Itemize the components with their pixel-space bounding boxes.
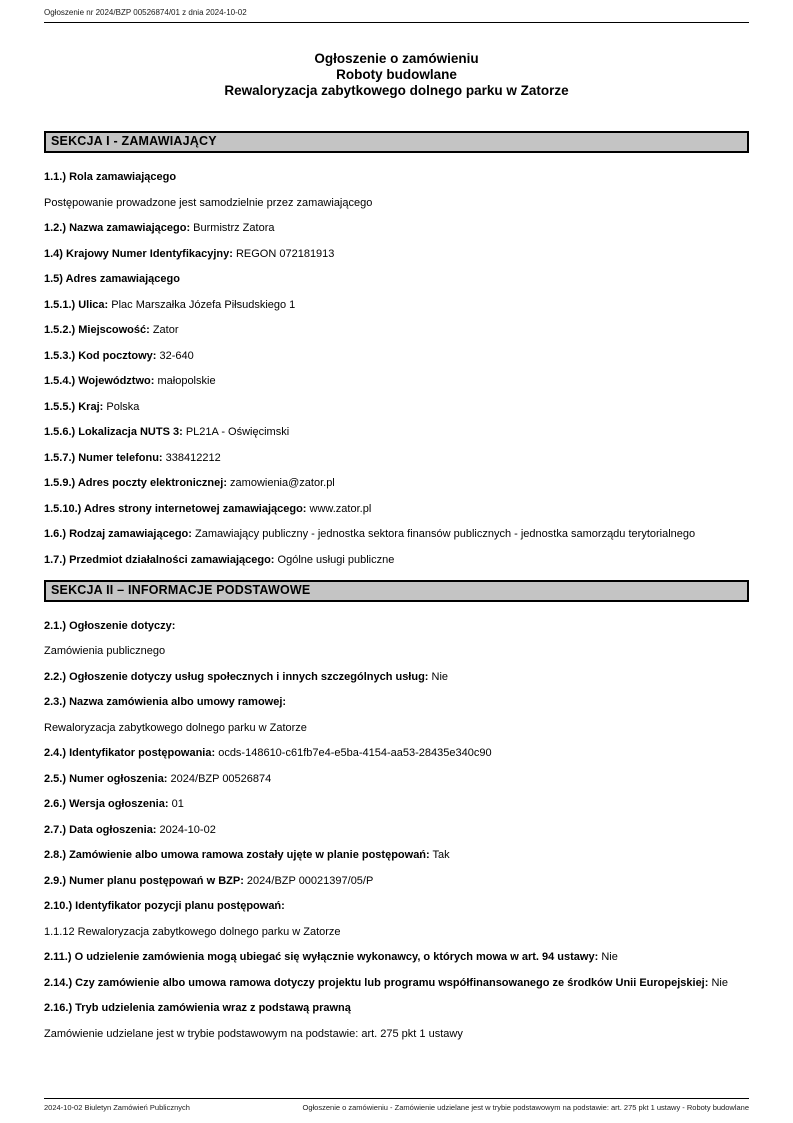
- entry-label: 1.5.3.) Kod pocztowy:: [44, 349, 157, 362]
- entry-label: 1.5.2.) Miejscowość:: [44, 324, 150, 336]
- entry-label-value: [44, 169, 749, 185]
- entry-label-value: 1.5.9.) Adres poczty elektronicznej: zamowienia@zator.pl: [44, 477, 335, 489]
- entry-label-value: 2.7.) Data ogłoszenia: 2024-10-02: [44, 823, 216, 836]
- entry-label: 1.5.9.) Adres poczty elektronicznej:: [44, 477, 227, 489]
- title-line-announcement-type: Ogłoszenie o zamówieniu: [314, 51, 479, 66]
- entry-label-value: 1.2.) Nazwa zamawiającego: Burmistrz Zatora: [44, 222, 275, 234]
- entry-block-value: Zamówienia publicznego: [44, 645, 166, 657]
- footer-row: [44, 1103, 749, 1112]
- entry-label-value: 1.5.7.) Numer telefonu: 338412212: [44, 451, 221, 464]
- title-line-works-type: Roboty budowlane: [336, 67, 457, 82]
- entry-label: 2.7.) Data ogłoszenia:: [44, 823, 157, 836]
- entry-label: 1.5) Adres zamawiającego: [44, 273, 180, 285]
- entry-block-value: 1.1.12 Rewaloryzacja zabytkowego dolnego parku w Zatorze: [44, 925, 341, 938]
- entry-label-value: 1.5.2.) Miejscowość: Zator: [44, 324, 179, 336]
- entry-label: 1.1.) Rola zamawiającego: [44, 171, 177, 183]
- title-line-project-name: Rewaloryzacja zabytkowego dolnego parku w Zatorze: [224, 83, 569, 98]
- entry-label: 1.5.1.) Ulica:: [44, 298, 109, 311]
- entry-block-value: Zamówienie udzielane jest w trybie podstawowym na podstawie: art. 275 pkt 1 ustawy: [44, 1027, 463, 1040]
- entry-label: 1.5.6.) Lokalizacja NUTS 3:: [44, 426, 183, 438]
- entry-label-value: 2.2.) Ogłoszenie dotyczy usług społecznych i innych szczególnych usług: Nie: [44, 670, 449, 683]
- footer-announcement-summary: Ogłoszenie o zamówieniu - Zamówienie udzielane jest w trybie podstawowym na podstawie: art. 275 pkt 1 ustawy - Roboty budowlane: [302, 1103, 749, 1112]
- entry-label: 2.6.) Wersja ogłoszenia:: [44, 798, 169, 810]
- entry-label-value: 2.6.) Wersja ogłoszenia: 01: [44, 798, 184, 810]
- entry-label: 2.2.) Ogłoszenie dotyczy usług społecznych i innych szczególnych usług:: [44, 670, 429, 683]
- footer-bulletin-label: 2024-10-02 Biuletyn Zamówień Publicznych: [44, 1103, 190, 1112]
- entry-label-value: 2.14.) Czy zamówienie albo umowa ramowa dotyczy projektu lub programu współfinansowanego ze środków Unii Europejskiej: Nie: [44, 976, 728, 989]
- entry-label: 2.8.) Zamówienie albo umowa ramowa zostały ujęte w planie postępowań:: [44, 849, 430, 861]
- entry-label: 2.14.) Czy zamówienie albo umowa ramowa dotyczy projektu lub programu współfinansowanego ze środków Unii Europejskiej:: [44, 976, 709, 989]
- document-body: [44, 131, 749, 1042]
- entry-label-value: 1.5.6.) Lokalizacja NUTS 3: PL21A - Oświęcimski: [44, 426, 290, 438]
- entry-label-value: 1.7.) Przedmiot działalności zamawiającego: Ogólne usługi publiczne: [44, 553, 395, 566]
- entry-block-value: Rewaloryzacja zabytkowego dolnego parku w Zatorze: [44, 721, 307, 734]
- entry-label-value: [44, 1000, 749, 1016]
- entry-label: 1.6.) Rodzaj zamawiającego:: [44, 528, 192, 540]
- entry-label-value: 1.5.4.) Województwo: małopolskie: [44, 375, 216, 387]
- entry-label-value: 2.9.) Numer planu postępowań w BZP: 2024/BZP 00021397/05/P: [44, 874, 374, 887]
- entry-label: 2.10.) Identyfikator pozycji planu postępowań:: [44, 900, 285, 912]
- entry-label-value: 2.11.) O udzielenie zamówienia mogą ubiegać się wyłącznie wykonawcy, o których mowa w art. 94 ustawy: Nie: [44, 951, 618, 963]
- entry-label-value: 1.5.10.) Adres strony internetowej zamawiającego: www.zator.pl: [44, 502, 372, 515]
- header-divider: [44, 22, 749, 23]
- entry-label: 1.5.10.) Adres strony internetowej zamawiającego:: [44, 502, 307, 515]
- entry-label: 1.7.) Przedmiot działalności zamawiającego:: [44, 553, 275, 566]
- entry-label: 1.5.5.) Kraj:: [44, 400, 104, 413]
- entry-label: 2.16.) Tryb udzielenia zamówienia wraz z podstawą prawną: [44, 1002, 351, 1014]
- entry-label-value: [44, 898, 749, 914]
- announcement-number-note: Ogłoszenie nr 2024/BZP 00526874/01 z dnia 2024-10-02: [44, 8, 247, 17]
- entry-label: 1.4) Krajowy Numer Identyfikacyjny:: [44, 247, 233, 260]
- entry-block-value: Postępowanie prowadzone jest samodzielnie przez zamawiającego: [44, 196, 373, 209]
- entry-label: 1.5.4.) Województwo:: [44, 375, 155, 387]
- entry-label: 2.9.) Numer planu postępowań w BZP:: [44, 874, 244, 887]
- section-heading-2: SEKCJA II – INFORMACJE PODSTAWOWE: [44, 580, 749, 602]
- entry-label-value: 1.6.) Rodzaj zamawiającego: Zamawiający publiczny - jednostka sektora finansów publicznych - jednostka samorządu terytorialnego: [44, 528, 696, 540]
- page-content: [44, 0, 749, 1051]
- entry-label: 2.1.) Ogłoszenie dotyczy:: [44, 619, 176, 632]
- entry-label-value: 2.5.) Numer ogłoszenia: 2024/BZP 00526874: [44, 772, 272, 785]
- entry-label-value: [44, 694, 749, 710]
- entry-label: 2.11.) O udzielenie zamówienia mogą ubiegać się wyłącznie wykonawcy, o których mowa w art. 94 ustawy:: [44, 951, 599, 963]
- entry-label-value: 1.5.5.) Kraj: Polska: [44, 400, 140, 413]
- footer-divider: [44, 1098, 749, 1099]
- entry-label: 2.5.) Numer ogłoszenia:: [44, 772, 168, 785]
- entry-label-value: 2.8.) Zamówienie albo umowa ramowa zostały ujęte w planie postępowań: Tak: [44, 849, 450, 861]
- entry-label: 2.4.) Identyfikator postępowania:: [44, 747, 216, 759]
- document-title: [44, 51, 749, 99]
- entry-label: 1.2.) Nazwa zamawiającego:: [44, 222, 191, 234]
- entry-label-value: 1.5.1.) Ulica: Plac Marszałka Józefa Piłsudskiego 1: [44, 298, 296, 311]
- page-footer: [44, 1098, 749, 1112]
- entry-label-value: 1.4) Krajowy Numer Identyfikacyjny: REGON 072181913: [44, 247, 335, 260]
- section-heading-1: SEKCJA I - ZAMAWIAJĄCY: [44, 131, 749, 153]
- entry-label: 2.3.) Nazwa zamówienia albo umowy ramowej:: [44, 696, 287, 708]
- entry-label-value: 1.5.3.) Kod pocztowy: 32-640: [44, 349, 194, 362]
- entry-label-value: 2.4.) Identyfikator postępowania: ocds-148610-c61fb7e4-e5ba-4154-aa53-28435e340c90: [44, 747, 492, 759]
- entry-label-value: [44, 618, 749, 634]
- entry-label-value: [44, 271, 749, 287]
- entry-label: 1.5.7.) Numer telefonu:: [44, 451, 163, 464]
